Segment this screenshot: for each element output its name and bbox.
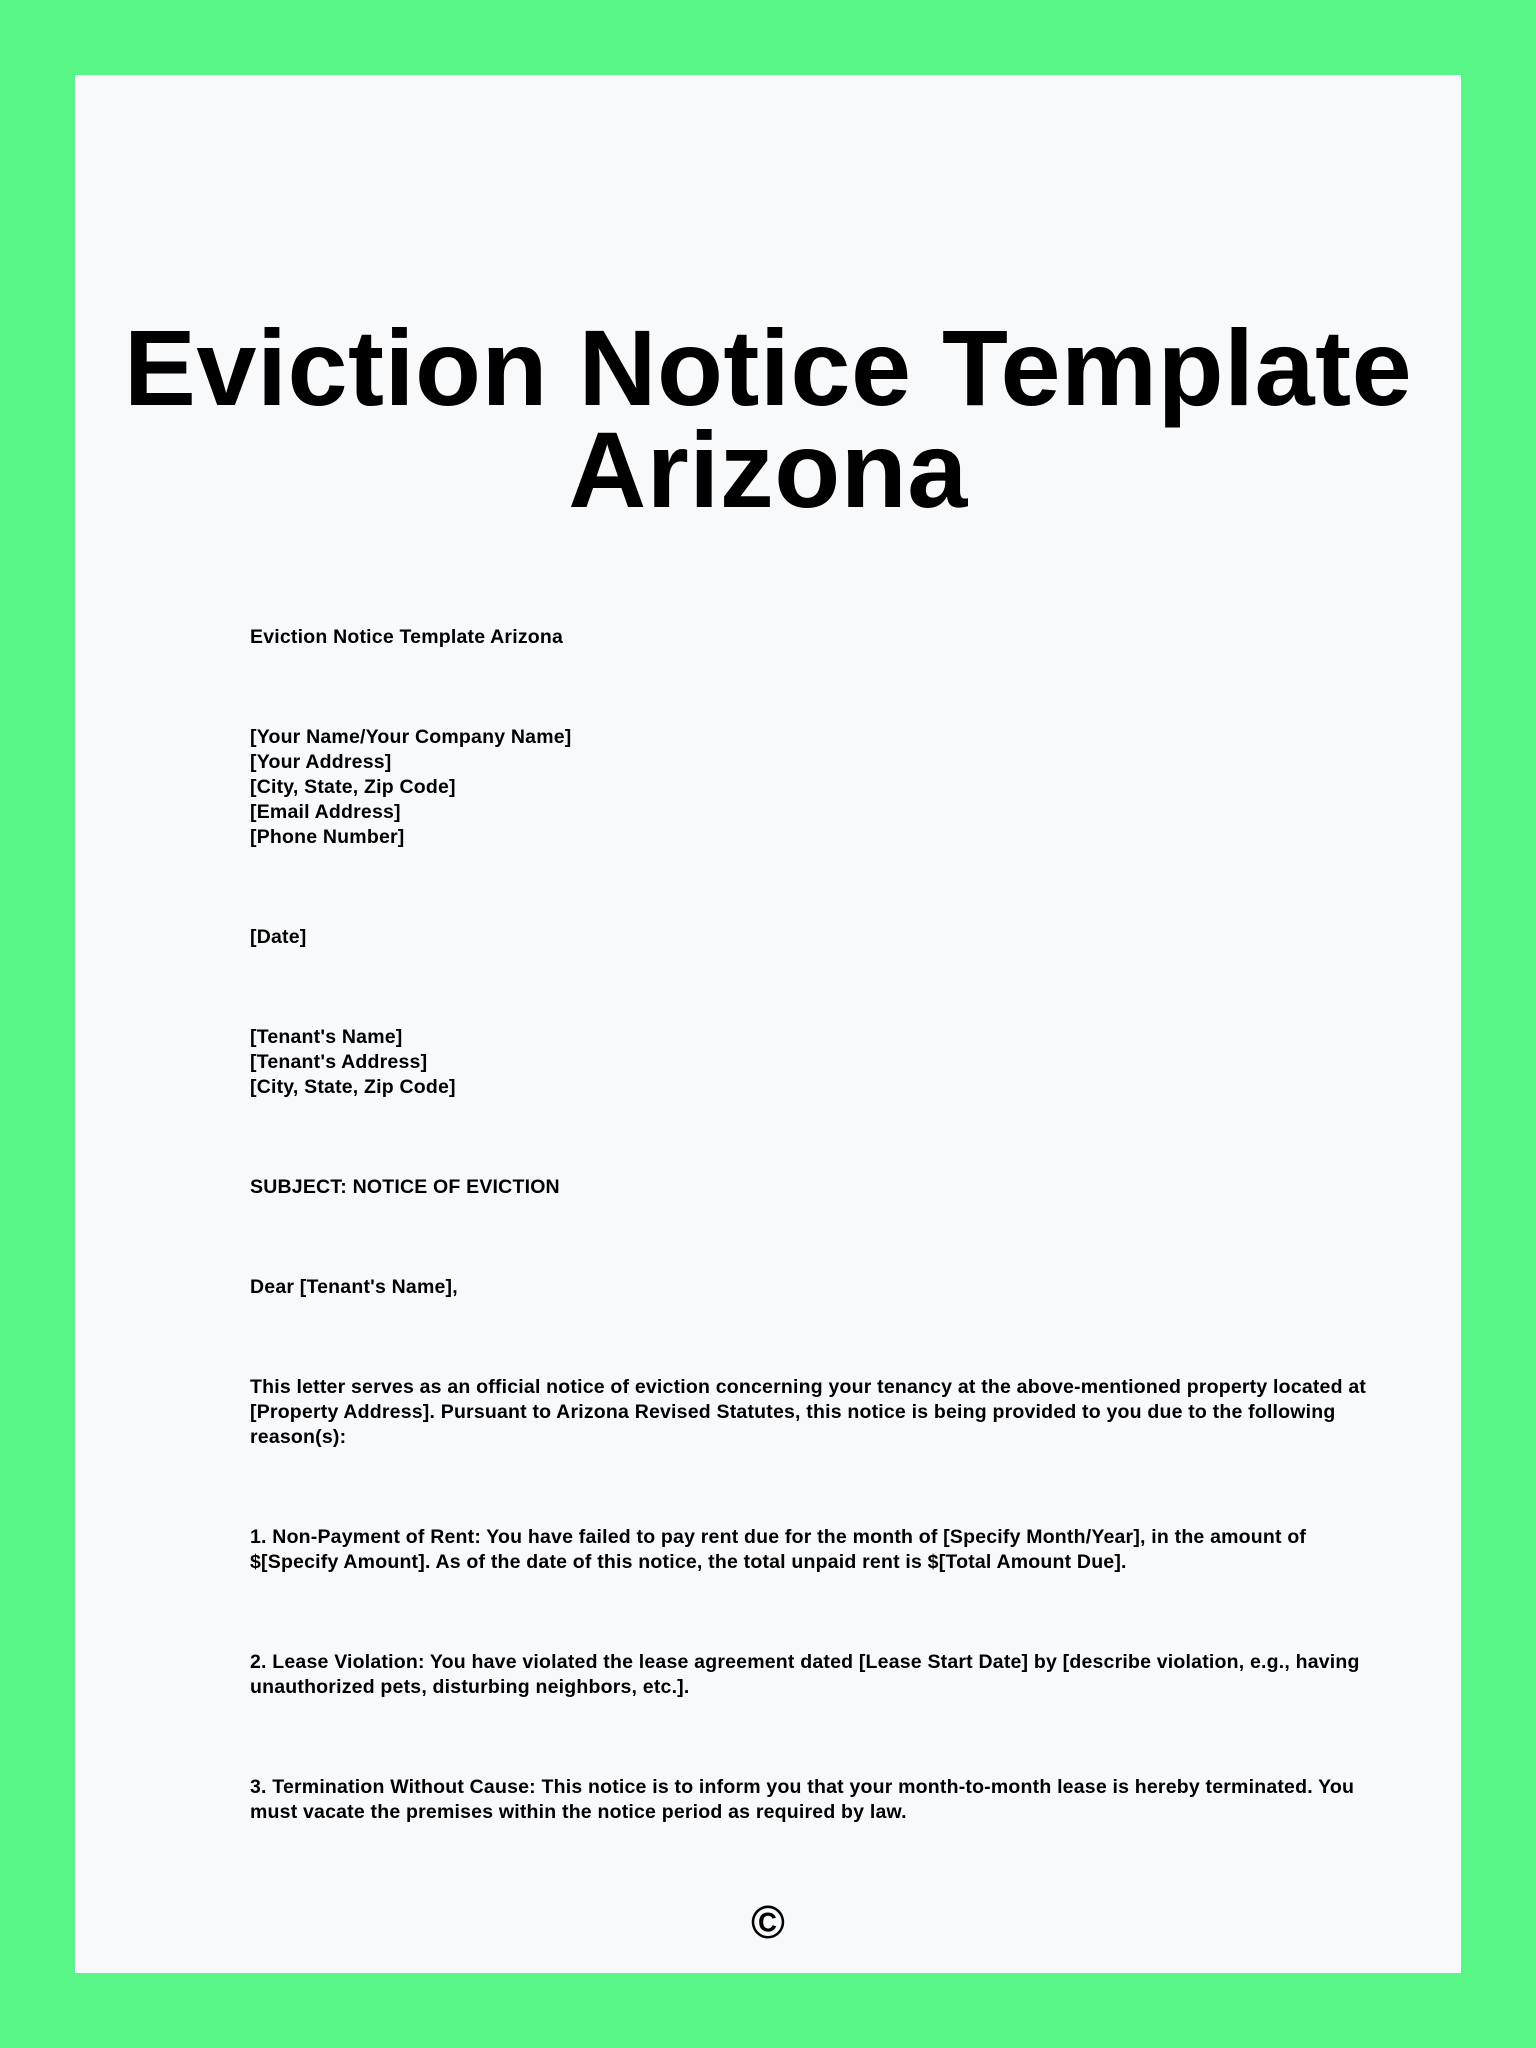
sender-address: [Your Address] (250, 751, 392, 773)
reason-1-block (250, 1525, 1370, 1575)
letter-heading: Eviction Notice Template Arizona (250, 626, 564, 648)
date-block (250, 925, 1370, 950)
recipient-block (250, 1025, 1370, 1100)
letter-date: [Date] (250, 926, 307, 948)
title-line-1: Eviction Notice Template (123, 307, 1413, 428)
reason-3-paragraph: 3. Termination Without Cause: This notice is to inform you that your month-to-month lease is hereby terminated. You must vacate the premises within the notice period as required by law. (250, 1776, 1355, 1823)
intro-block (250, 1375, 1370, 1450)
title-line-2: Arizona (568, 409, 968, 530)
reason-2-paragraph: 2. Lease Violation: You have violated the lease agreement dated [Lease Start Date] by [describe violation, e.g., having unauthorized pets, disturbing neighbors, etc.]. (250, 1651, 1360, 1698)
sender-phone: [Phone Number] (250, 826, 405, 848)
document-title (75, 307, 1461, 530)
sender-name: [Your Name/Your Company Name] (250, 726, 572, 748)
subject-block (250, 1175, 1370, 1200)
letter-body (250, 625, 1370, 1900)
sender-email: [Email Address] (250, 801, 401, 823)
reason-3-block (250, 1775, 1370, 1825)
copyright-icon: © (751, 1896, 785, 1948)
sender-city: [City, State, Zip Code] (250, 776, 456, 798)
letter-salutation: Dear [Tenant's Name], (250, 1276, 458, 1298)
recipient-name: [Tenant's Name] (250, 1026, 403, 1048)
recipient-address: [Tenant's Address] (250, 1051, 428, 1073)
letter-heading-block (250, 625, 1370, 650)
document-page (75, 75, 1461, 1973)
letter-subject: SUBJECT: NOTICE OF EVICTION (250, 1176, 560, 1198)
intro-paragraph: This letter serves as an official notice of eviction concerning your tenancy at the above-mentioned property located at [Property Address]. Pursuant to Arizona Revised Statutes, this notice is being provided to you due to the following reason(s): (250, 1376, 1367, 1448)
reason-2-block (250, 1650, 1370, 1700)
reason-1-paragraph: 1. Non-Payment of Rent: You have failed to pay rent due for the month of [Specify Month/Year], in the amount of $[Specify Amount]. As of the date of this notice, the total unpaid rent is $[Total Amount Due]. (250, 1526, 1307, 1573)
recipient-city: [City, State, Zip Code] (250, 1076, 456, 1098)
sender-block (250, 725, 1370, 850)
salutation-block (250, 1275, 1370, 1300)
